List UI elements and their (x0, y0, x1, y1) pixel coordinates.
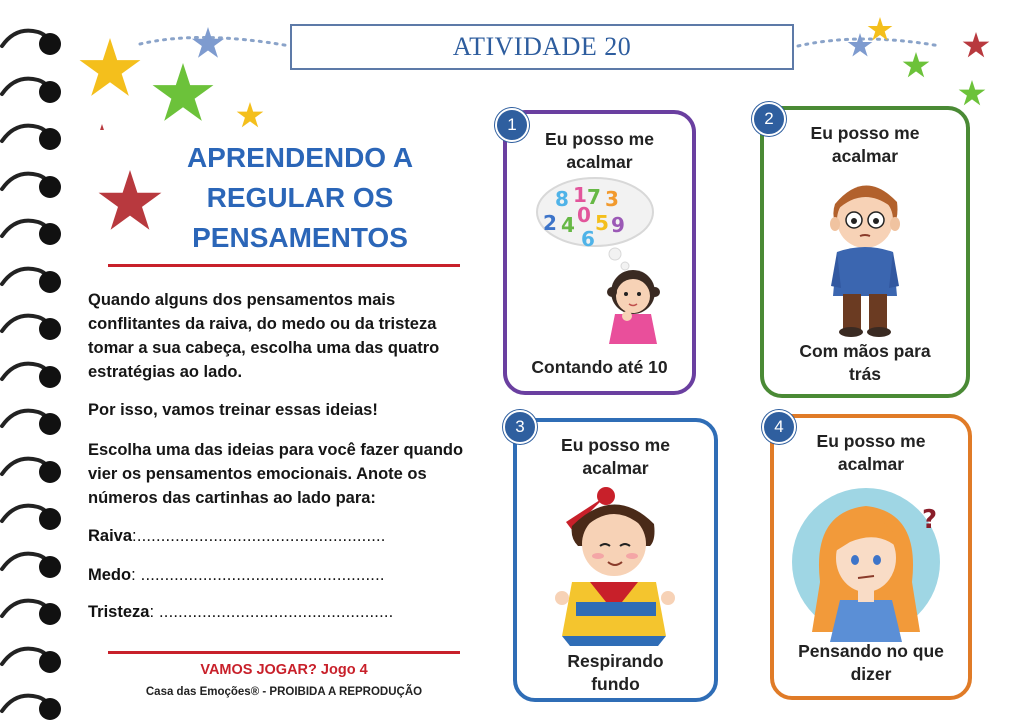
svg-text:8: 8 (554, 187, 569, 211)
answer-medo[interactable] (88, 563, 385, 587)
spiral-ring (0, 307, 68, 347)
svg-text:6: 6 (580, 227, 595, 251)
svg-text:1: 1 (572, 183, 587, 207)
spiral-ring (0, 212, 68, 252)
spiral-ring (0, 687, 68, 722)
task-paragraph: Escolha uma das ideias para você fazer quando vier os pensamentos emocionais. Anote os números das cartinhas ao lado para: (88, 441, 464, 507)
spiral-ring (0, 22, 68, 62)
spiral-ring (0, 165, 68, 205)
answer-label: Tristeza (88, 603, 150, 621)
page-heading (140, 138, 460, 258)
svg-text:5: 5 (594, 211, 609, 235)
card-number-badge: 2 (752, 102, 786, 136)
star-icon (80, 38, 141, 96)
heading-line: PENSAMENTOS (192, 222, 408, 253)
card-bottom-text: Pensando no que dizer (798, 641, 944, 684)
footer-title: VAMOS JOGAR? Jogo 4 (200, 662, 368, 678)
star-icon (89, 124, 116, 130)
svg-text:?: ? (922, 505, 938, 535)
spiral-ring (0, 260, 68, 300)
instructions-paragraph: Quando alguns dos pensamentos mais conflitantes da raiva, do medo ou da tristeza tomar a sua cabeça, escolha uma das quatro estratégias ao lado. (88, 291, 440, 381)
heading-line: REGULAR OS (206, 182, 394, 213)
copyright-note: Casa das Emoções® - PROIBIDA A REPRODUÇÃO (145, 686, 423, 698)
answer-tristeza[interactable] (88, 600, 393, 624)
answer-line[interactable]: : ................................................. (149, 603, 394, 621)
answer-raiva[interactable] (88, 524, 386, 548)
star-icon (848, 33, 873, 57)
girl-thinking-numbers-icon (507, 174, 692, 344)
card-number-badge: 1 (495, 108, 529, 142)
activity-title-box (290, 24, 794, 70)
card-number-badge: 3 (503, 410, 537, 444)
strategy-card-1[interactable] (503, 110, 696, 395)
girl-wondering-icon (774, 482, 968, 642)
star-icon (153, 63, 214, 121)
svg-text:0: 0 (576, 203, 591, 227)
boy-hands-behind-back-icon (764, 168, 966, 338)
spiral-ring (0, 497, 68, 537)
spiral-ring (0, 355, 68, 395)
answer-label: Medo (88, 566, 132, 584)
card-number-badge: 4 (762, 410, 796, 444)
card-bottom-text: Contando até 10 (531, 357, 668, 377)
spiral-ring (0, 545, 68, 585)
strategy-card-3[interactable] (513, 418, 718, 702)
card-top-text: Eu posso me acalmar (545, 129, 654, 172)
strategy-card-4[interactable] (770, 414, 972, 700)
star-icon (192, 27, 224, 58)
svg-text:7: 7 (586, 185, 601, 209)
spiral-binding (0, 22, 70, 712)
star-icon (959, 80, 986, 105)
divider (108, 651, 460, 654)
card-bottom-text: Respirando fundo (567, 651, 664, 694)
spiral-ring (0, 640, 68, 680)
spiral-ring (0, 402, 68, 442)
spiral-ring (0, 117, 68, 157)
star-icon (963, 32, 990, 57)
answer-line[interactable]: :.................................................... (132, 527, 386, 545)
svg-text:9: 9 (610, 213, 625, 237)
spiral-ring (0, 592, 68, 632)
card-bottom-text: Com mãos para trás (799, 341, 931, 384)
activity-title: ATIVIDADE 20 (452, 32, 632, 61)
star-icon (868, 17, 893, 41)
answer-line[interactable]: : ................................................... (131, 566, 385, 584)
svg-text:2: 2 (542, 211, 557, 235)
answer-label: Raiva (88, 527, 133, 545)
strategy-card-2[interactable] (760, 106, 970, 398)
star-icon (237, 102, 264, 127)
svg-text:3: 3 (604, 187, 619, 211)
card-top-text: Eu posso me acalmar (810, 123, 920, 166)
spiral-ring (0, 70, 68, 110)
heading-line: APRENDENDO A (186, 142, 414, 173)
encouragement-paragraph: Por isso, vamos treinar essas ideias! (88, 401, 378, 419)
spiral-ring (0, 450, 68, 490)
star-icon (903, 52, 930, 77)
svg-text:4: 4 (560, 213, 575, 237)
card-top-text: Eu posso me acalmar (816, 431, 926, 474)
divider (108, 264, 460, 267)
child-breathing-icon (517, 486, 714, 646)
card-top-text: Eu posso me acalmar (561, 435, 670, 478)
